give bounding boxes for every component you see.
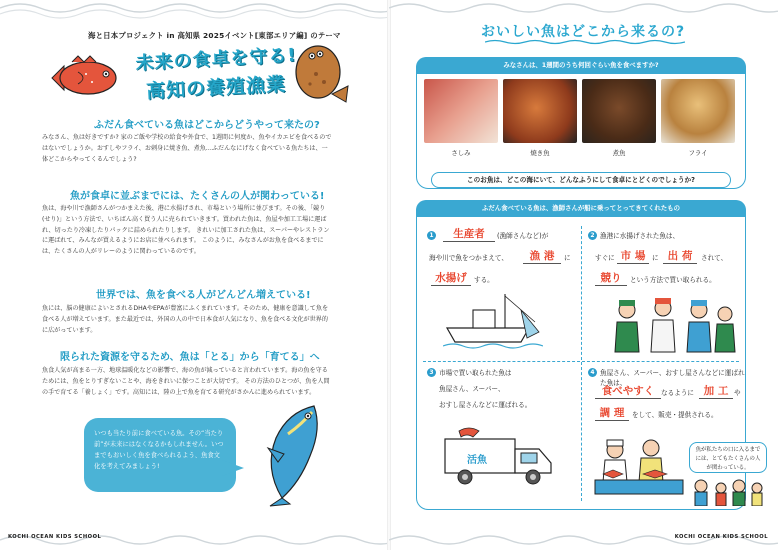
truck-label: 活魚 bbox=[467, 455, 487, 466]
step1-keyword-landing: 水揚げ bbox=[431, 270, 471, 286]
question-header: みなさんは、1週間のうち何回ぐらい魚を食べますか? bbox=[416, 57, 746, 74]
step2-text3: に bbox=[652, 254, 659, 262]
vertical-divider bbox=[581, 226, 582, 501]
horizontal-divider bbox=[423, 361, 739, 362]
right-title: おいしい魚はどこから来るの? bbox=[481, 24, 686, 40]
section-body-3: 魚には、脳の健康によいとされるDHAやEPAが豊富にふくまれています。そのため、健康を意識して魚を食べる人が増えています。また最近では、外国の人の中で日本食が人気になり、魚を食べる文化が世界的に広がっています。 bbox=[42, 305, 329, 334]
top-wave-decoration-right bbox=[389, 0, 778, 22]
fried-fish-photo bbox=[661, 79, 735, 143]
step4-number: 4 bbox=[588, 368, 597, 377]
step1-text4: する。 bbox=[474, 276, 494, 284]
step2-text1: 漁港に水揚げされた魚は、 bbox=[600, 232, 680, 240]
step2-keyword-auction: 競り bbox=[595, 270, 627, 286]
grilled-fish-photo bbox=[503, 79, 577, 143]
left-footer: KOCHI OCEAN KIDS SCHOOL bbox=[8, 534, 102, 540]
step4-text2: なるように bbox=[661, 389, 694, 397]
main-title-line1: 未来の食卓を守る! bbox=[135, 44, 298, 75]
family-illustration bbox=[689, 476, 769, 506]
caption-fried: フライ bbox=[688, 149, 708, 157]
step2-keyword-market: 市 場 bbox=[617, 248, 649, 264]
caption-sashimi: さしみ bbox=[451, 149, 471, 157]
section-heading-4: 限られた資源を守るため、魚は「とる」から「育てる」へ bbox=[60, 352, 320, 363]
caption-simmered: 煮魚 bbox=[612, 149, 626, 157]
red-fish-illustration bbox=[48, 52, 120, 104]
flounder-illustration bbox=[286, 36, 354, 104]
step3-text3: おすし屋さんなどに運ばれる。 bbox=[439, 401, 532, 409]
step2-number: 2 bbox=[588, 231, 597, 240]
step4-text3: や bbox=[734, 389, 741, 397]
simmered-fish-photo bbox=[582, 79, 656, 143]
section-body-1: みなさん、魚は好きですか? 家のご飯や学校の給食や外食で、1週間に何度か、魚やイカエビを食べるのではないでしょうか。おすしやフライ、お刺身に焼き魚、煮魚…ふだんなにげなく食べている魚たちは、一体どこからやってくるんでしょう? bbox=[42, 134, 332, 163]
sashimi-photo bbox=[424, 79, 498, 143]
step1-number: 1 bbox=[427, 231, 436, 240]
step1-text3: に bbox=[564, 254, 571, 262]
step2-text5: という方法で買い取られる。 bbox=[630, 276, 716, 284]
step4-keyword-processing: 加 工 bbox=[699, 383, 733, 399]
step2-keyword-shipping: 出 荷 bbox=[663, 248, 697, 264]
right-page bbox=[389, 0, 778, 550]
delivery-truck-illustration bbox=[439, 425, 559, 489]
fishing-boat-illustration bbox=[443, 288, 543, 350]
step2-text2: すぐに bbox=[595, 254, 615, 262]
project-title: 海と日本プロジェクト in 高知県 2025イベント[東部エリア編] のテーマ bbox=[88, 31, 341, 40]
speech-bubble: 魚が私たちの口に入るまでには、とてもたくさんの人が関わっている。 bbox=[689, 442, 767, 473]
section-heading-3: 世界では、魚を食べる人がどんどん増えている! bbox=[96, 290, 311, 301]
step1-text1: (漁師さんなど)が bbox=[497, 232, 549, 240]
step4-keyword-cooking: 調 理 bbox=[595, 405, 629, 421]
step4-text4: をして、販売・提供される。 bbox=[632, 411, 718, 419]
main-question: このお魚は、どこの海にいて、どんなふうにして食卓にとどくのでしょうか? bbox=[431, 172, 731, 188]
fish-shop-illustration bbox=[593, 432, 685, 496]
step4-keyword-easy: 食べやすく bbox=[595, 383, 661, 399]
step4-text1: 魚屋さん、スーパー、おすし屋さんなどに運ばれた魚は、 bbox=[600, 369, 745, 387]
section-body-4: 魚食人気が高まる一方、地球温暖化などの影響で、海の魚が減っていると言われています。海の魚を守るためには、魚をとりすぎないことや、海をきれいに保つことが大切です。 その方法のひとつが、魚を人間の手で育てる「養しょく」です。高知には、陸の上で魚を育てる研究がさかんに進められています。 bbox=[42, 367, 330, 396]
title-underline-wave bbox=[485, 39, 685, 45]
section-heading-2: 魚が食卓に並ぶまでには、たくさんの人が関わっている! bbox=[70, 191, 325, 202]
message-bubble: いつも当たり前に食べている魚。その“当たり前”が未来にはなくなるかもしれません。いつまでもおいしく魚を食べられるよう、魚食文化を考えてみましょう! bbox=[84, 418, 236, 492]
section-body-2: 魚は、海や川で漁師さんがつかまえた後、港に水揚げされ、市場という場所に並びます。その後、「競り(せり)」という方法で、いちばん高く買う人に売られていきます。買われた魚は、魚屋や加工工場に運ばれ、切ったり冷凍したりパックに詰められたりします。 きれいに加工された魚は、スーパーやレストランに運ばれて、みんなが買えるようにお店に並べられます。 このように、みなさんがお魚を食べるまでには、たくさんの人がリレーのように関わっているのです。 bbox=[42, 205, 330, 256]
auction-people-illustration bbox=[607, 290, 737, 354]
section-heading-1: ふだん食べている魚はどこからどうやって来たの? bbox=[94, 120, 320, 131]
step2-text4: されて、 bbox=[701, 254, 728, 262]
jumping-fish-illustration bbox=[244, 398, 330, 508]
step3-number: 3 bbox=[427, 368, 436, 377]
bubble-tail bbox=[222, 460, 244, 476]
main-title-line2: 高知の養殖漁業 bbox=[145, 73, 287, 103]
flow-header: ふだん食べている魚は、漁師さんが船に乗ってとってきてくれたもの bbox=[416, 200, 746, 217]
step1-keyword-producer: 生産者 bbox=[443, 226, 495, 242]
right-footer: KOCHI OCEAN KIDS SCHOOL bbox=[674, 534, 768, 540]
caption-grilled: 焼き魚 bbox=[530, 149, 550, 157]
step1-keyword-port: 漁 港 bbox=[523, 248, 561, 264]
step3-text2: 魚屋さん、スーパー、 bbox=[439, 385, 505, 393]
step1-text2: 海や川で魚をつかまえて、 bbox=[429, 254, 508, 262]
step3-text1: 市場で買い取られた魚は bbox=[439, 369, 512, 377]
top-wave-decoration bbox=[0, 0, 389, 22]
